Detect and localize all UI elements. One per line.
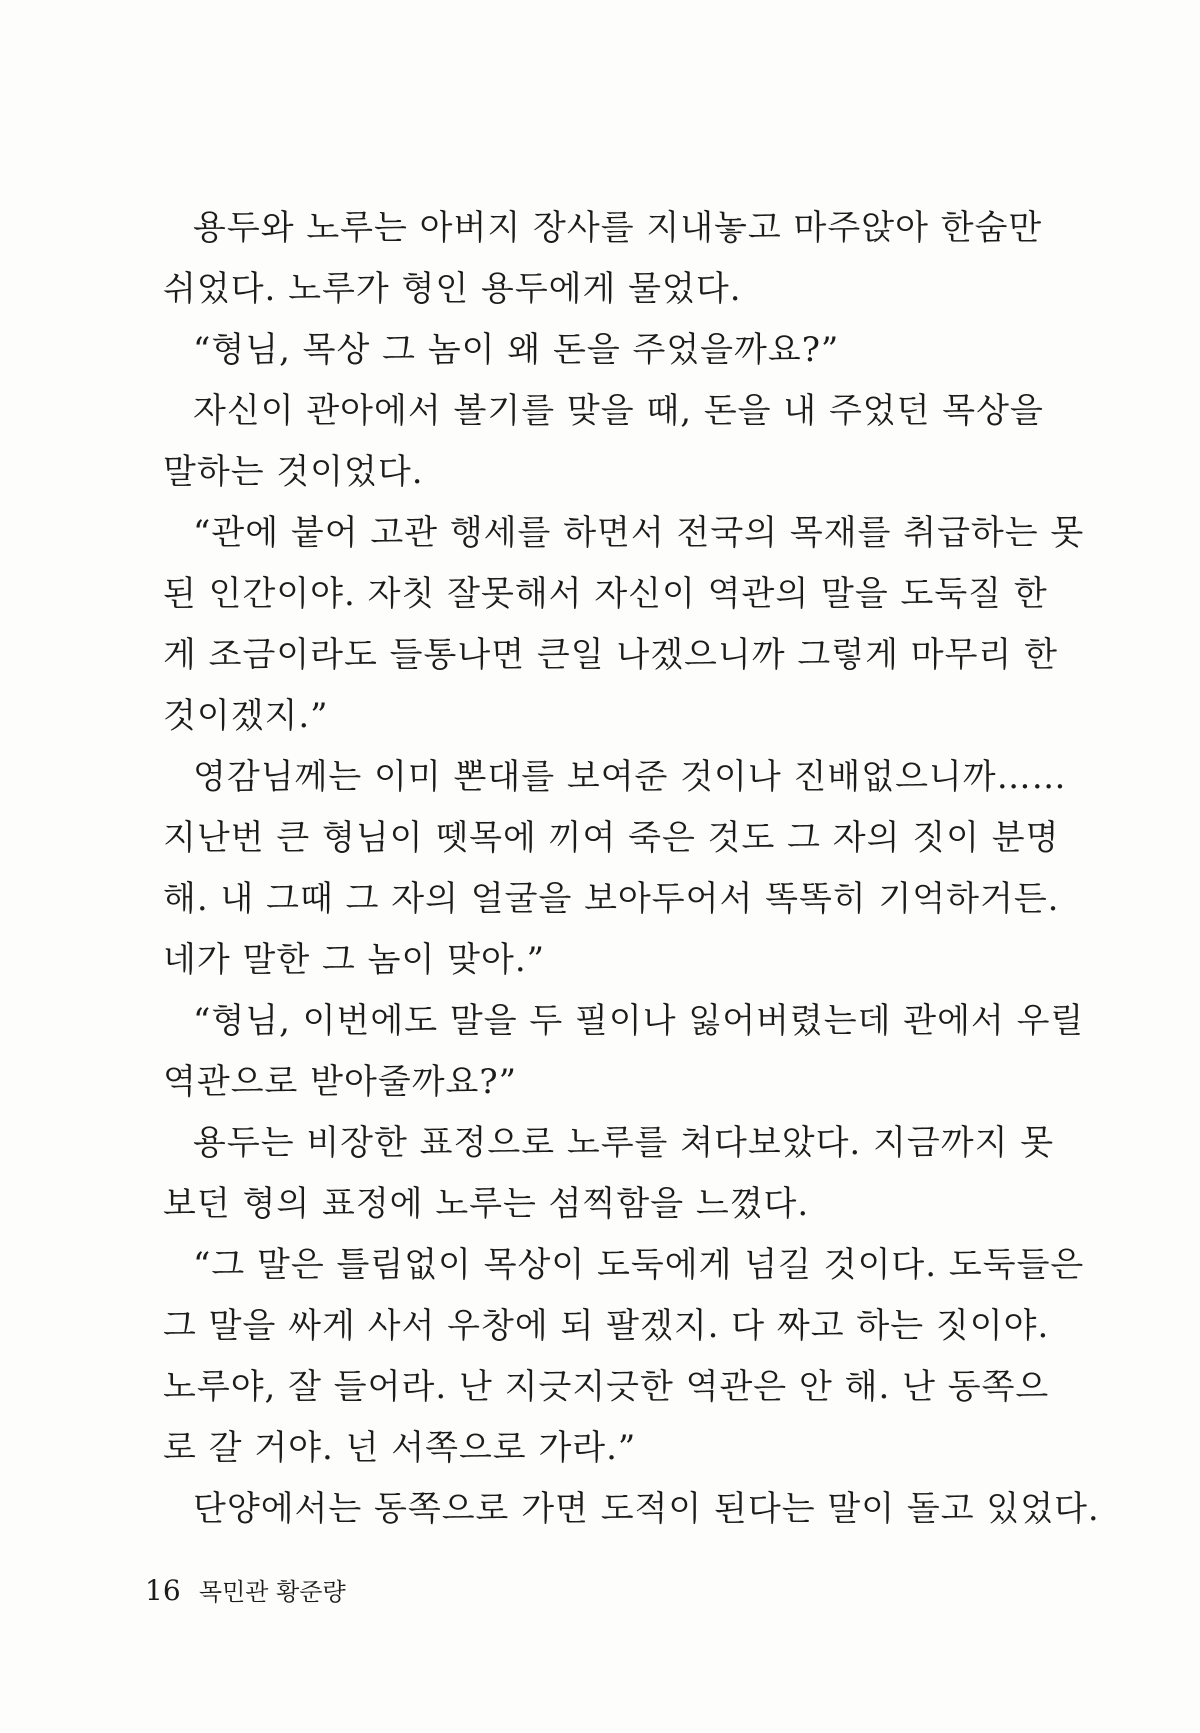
text-line: 것이겠지.”: [163, 696, 329, 736]
text-line: 역관으로 받아줄까요?”: [163, 1062, 518, 1102]
text-line: “그 말은 틀림없이 목상이 도둑에게 넘길 것이다. 도둑들은: [193, 1245, 1085, 1285]
text-line: “형님, 이번에도 말을 두 필이나 잃어버렸는데 관에서 우릴: [193, 1001, 1085, 1041]
text-line: 단양에서는 동쪽으로 가면 도적이 된다는 말이 돌고 있었다.: [193, 1489, 1100, 1529]
text-line: 된 인간이야. 자칫 잘못해서 자신이 역관의 말을 도둑질 한: [163, 574, 1048, 614]
text-line: 노루야, 잘 들어라. 난 지긋지긋한 역관은 안 해. 난 동쪽으: [163, 1367, 1050, 1407]
page-number: 16: [145, 1574, 181, 1607]
text-line: 네가 말한 그 놈이 맞아.”: [163, 940, 546, 980]
text-line: 로 갈 거야. 넌 서쪽으로 가라.”: [163, 1428, 637, 1468]
text-line: 말하는 것이었다.: [163, 452, 424, 492]
page-footer: [145, 1575, 346, 1608]
text-line: 그 말을 싸게 사서 우창에 되 팔겠지. 다 짜고 하는 짓이야.: [163, 1306, 1050, 1346]
text-line: 쉬었다. 노루가 형인 용두에게 물었다.: [163, 269, 742, 309]
body-text: [163, 198, 1100, 1540]
text-line: 영감님께는 이미 뽄대를 보여준 것이나 진배없으니까……: [193, 757, 1067, 797]
text-line: 게 조금이라도 들통나면 큰일 나겠으니까 그렇게 마무리 한: [163, 635, 1058, 675]
text-line: 용두는 비장한 표정으로 노루를 쳐다보았다. 지금까지 못: [193, 1123, 1055, 1163]
text-line: “관에 붙어 고관 행세를 하면서 전국의 목재를 취급하는 못: [193, 513, 1085, 553]
text-line: 보던 형의 표정에 노루는 섬찍함을 느꼈다.: [163, 1184, 810, 1224]
text-line: “형님, 목상 그 놈이 왜 돈을 주었을까요?”: [193, 330, 840, 370]
text-line: 지난번 큰 형님이 뗏목에 끼여 죽은 것도 그 자의 짓이 분명: [163, 818, 1060, 858]
text-line: 자신이 관아에서 볼기를 맞을 때, 돈을 내 주었던 목상을: [193, 391, 1044, 431]
text-line: 용두와 노루는 아버지 장사를 지내놓고 마주앉아 한숨만: [193, 208, 1043, 248]
book-title: 목민관 황준량: [198, 1578, 346, 1606]
text-line: 해. 내 그때 그 자의 얼굴을 보아두어서 똑똑히 기억하거든.: [163, 879, 1060, 919]
